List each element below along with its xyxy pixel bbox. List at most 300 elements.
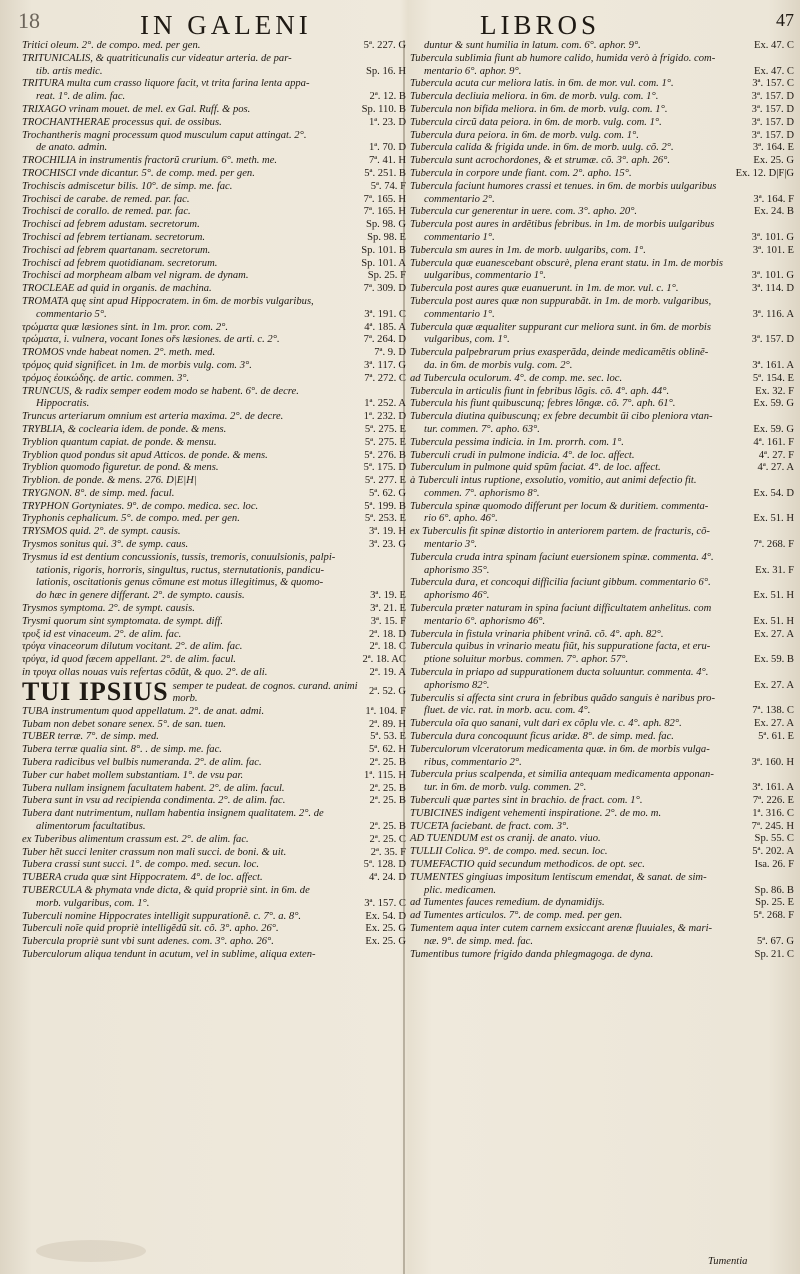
- index-reference: 7ª. 9. D: [374, 347, 406, 359]
- index-entry: [410, 475, 794, 501]
- index-reference: 3ª. 160. H: [751, 756, 794, 768]
- index-entry-text: Trochisci ad febrem tertianam. secretorum.: [22, 231, 206, 243]
- index-entry: [410, 78, 794, 91]
- index-entry-text: TROMOS vnde habeat nomen. 2°. meth. med.: [22, 347, 216, 359]
- index-entry: [22, 501, 406, 514]
- index-entry: [410, 821, 794, 834]
- index-reference: Ex. 24. B: [753, 206, 794, 218]
- index-reference: Ex. 25. G: [365, 936, 406, 948]
- index-entry-text: Tubercula in priapo ad suppurationem ducta soluuntur. commenta. 4°.: [410, 667, 709, 679]
- index-reference: 7ª. 268. F: [753, 539, 794, 551]
- index-reference: Ex. 32. F: [755, 385, 794, 397]
- index-entry-continuation-line: [22, 590, 406, 603]
- index-reference: 1ª. 232. D: [363, 411, 406, 423]
- index-reference: 2ª. 25. B: [369, 782, 406, 794]
- index-entry-text: τρύγα, id quod fæcem appellant. 2°. de alim. facul.: [22, 654, 236, 666]
- index-entry-text: Tubercula his fiunt quibuscunq; febres lõngæ. cõ. 7°. aph. 61°.: [410, 398, 676, 410]
- index-entry-continuation: uulgaribus, commentario 1°.: [424, 270, 546, 282]
- index-entry: [410, 155, 794, 168]
- index-entry-text: Trochisci ad febrem quotidianam. secretorum.: [22, 257, 218, 269]
- index-reference: 7ª. 138. C: [752, 705, 794, 717]
- index-reference: 7ª. 309. D: [363, 283, 406, 295]
- index-reference: 5ª. 53. E: [370, 731, 406, 743]
- index-entry-text: Tubercula pessima indicia. in 1m. prorrh. com. 1°.: [410, 436, 624, 448]
- index-entry: [22, 770, 406, 783]
- index-entry-text: ex Tuberculis fit spinæ distortio in anteriorem partem. de fracturis, cõ-: [410, 526, 710, 538]
- index-reference: 2ª. 25. B: [369, 795, 406, 807]
- index-entry-continuation: commen. 7°. aphorismo 8°.: [424, 487, 540, 499]
- index-entry-text: Trysmi quorum sint symptomata. de sympt. diff.: [22, 615, 223, 627]
- index-entry-text: τρώματα, i. vulnera, vocant Iones ořs læsiones. de arti. c. 2°.: [22, 334, 280, 346]
- index-entry-text: ad Tubercula oculorum. 4°. de comp. me. sec. loc.: [410, 372, 623, 384]
- index-entry-continuation-line: [410, 488, 794, 501]
- header-left-title: IN GALENI: [140, 10, 312, 40]
- index-entry: [410, 897, 794, 910]
- index-reference: 5ª. 277. E: [364, 475, 406, 487]
- index-entry: [22, 411, 406, 424]
- index-entry-text: TUBICINES indigent vehementi inspiratione. 2°. de mo. m.: [410, 807, 662, 819]
- index-entry: [22, 424, 406, 437]
- index-entry: [410, 769, 794, 795]
- index-entry-continuation: tur. in 6m. de morb. vulg. commen. 2°.: [424, 782, 587, 794]
- index-entry: [22, 949, 406, 962]
- index-entry-text: Tryblion quantum capiat. de ponde. & mensu.: [22, 436, 217, 448]
- index-entry-text: TULLII Colica. 9°. de compo. med. secun. loc.: [410, 846, 608, 858]
- index-entry: [22, 719, 406, 732]
- index-entry: [410, 117, 794, 130]
- index-reference: 3ª. 164. F: [753, 193, 794, 205]
- index-reference: 7ª. 41. H: [368, 155, 406, 167]
- index-entry: [410, 373, 794, 386]
- index-entry-continuation-line: [410, 360, 794, 373]
- index-entry: [410, 693, 794, 719]
- index-entry-text: Tritici oleum. 2°. de compo. med. per gen.: [22, 40, 201, 51]
- index-entry: [410, 629, 794, 642]
- index-entry-continuation: Hippocratis.: [36, 398, 90, 410]
- index-entry: [410, 526, 794, 552]
- index-reference: Isa. 26. F: [754, 859, 794, 870]
- index-entry: [22, 795, 406, 808]
- index-entry: [22, 744, 406, 757]
- index-entry: [410, 347, 794, 373]
- left-column: [22, 40, 406, 962]
- index-entry-text: Tubercula sublimia fiunt ab humore calido, humida verò à frigido. com-: [410, 52, 716, 64]
- index-entry: [410, 859, 794, 872]
- index-entry-text: Tuberculi quæ partes sint in brachio. de fract. com. 1°.: [410, 795, 643, 807]
- index-reference: 1ª. 316. C: [752, 807, 794, 819]
- index-entry-text: Tuberculorum aliqua tendunt in acutum, vel in sublime, aliqua exten-: [22, 948, 316, 960]
- index-entry-continuation-line: [22, 91, 406, 104]
- index-entry-text: Tubercula præter naturam in spina faciunt difficultatem anhelitus. com: [410, 603, 712, 615]
- index-entry-continuation: tationis, rigoris, horroris, singultus, ructus, sternutationis, pandicu-: [36, 564, 325, 576]
- index-entry: [22, 552, 406, 603]
- index-entry: [22, 923, 406, 936]
- index-entry: [22, 78, 406, 104]
- index-entry-text: Tubercula in fistula vrinaria phibent vrinã. cõ. 4°. aph. 82°.: [410, 628, 664, 640]
- index-reference: 5ª. 275. E: [364, 436, 406, 448]
- index-reference: Sp. 25. E: [755, 897, 794, 909]
- index-entry-text: Truncus arteriarum omnium est arteria maxima. 2°. de decre.: [22, 411, 284, 423]
- index-entry-continuation: commentario 1°.: [424, 308, 495, 320]
- index-entry-continuation: da. in 6m. de morbis vulg. com. 2°.: [424, 359, 573, 371]
- index-entry: [22, 808, 406, 834]
- index-entry: [410, 398, 794, 411]
- index-entry-continuation: mentario 6°. aphor. 9°.: [424, 65, 522, 77]
- index-entry-text: Tuberculi noĩe quid propriè intelligẽdũ sit. cõ. 3°. apho. 26°.: [22, 923, 279, 935]
- index-reference: 7ª. 165. H: [363, 193, 406, 205]
- index-reference: Ex. 51. H: [753, 615, 794, 627]
- index-entry-text: Tryblion. de ponde. & mens. 276. D|E|H|: [22, 475, 197, 487]
- index-entry-continuation: alimentorum facultatibus.: [36, 821, 146, 833]
- index-entry-text: Trochisci de carabe. de remed. par. fac.: [22, 193, 190, 205]
- index-reference: 7ª. 272. C: [364, 372, 406, 384]
- index-reference: 5ª. 227. G: [363, 40, 406, 51]
- index-reference: 4ª. 24. D: [368, 872, 406, 884]
- index-entry-text: Trysmus id est dentium concussionis, tussis, tremoris, conuulsionis, palpi-: [22, 551, 336, 563]
- index-entry: [22, 296, 406, 322]
- index-reference: 2ª. 18. D: [368, 628, 406, 640]
- index-entry: [410, 872, 794, 898]
- index-entry-text: TRYBLIA, & coclearia idem. de ponde. & mens.: [22, 423, 227, 435]
- index-reference: 7ª. 245. H: [751, 820, 794, 832]
- index-reference: 3ª. 157. D: [751, 91, 794, 103]
- index-entry-text: Tuberculum in pulmone quid spũm faciat. 4°. de loc. affect.: [410, 462, 661, 474]
- index-reference: 7ª. 226. E: [752, 795, 794, 807]
- index-entry: [410, 91, 794, 104]
- index-reference: 5ª. 199. B: [364, 500, 406, 512]
- index-reference: 3ª. 101. G: [751, 231, 794, 243]
- index-reference: 5ª. 62. H: [368, 744, 406, 756]
- index-entry-continuation-line: [410, 270, 794, 283]
- index-entry-text: Tubercula cur generentur in uere. com. 3°. apho. 20°.: [410, 206, 638, 218]
- index-entry-continuation-line: [410, 705, 794, 718]
- index-entry: [410, 411, 794, 437]
- index-reference: 3ª. 15. F: [370, 615, 406, 627]
- index-reference: 1ª. 70. D: [368, 142, 406, 154]
- index-reference: 3ª. 161. A: [752, 359, 794, 371]
- index-entry-text: duntur & sunt humilia in latum. com. 6°. aphor. 9°.: [424, 40, 641, 51]
- index-entry-text: TUBERCULA & phymata vnde dicta, & quid propriè sint. in 6m. de: [22, 885, 310, 896]
- index-entry: [22, 322, 406, 335]
- index-entry-text: Tubercula cruda intra spinam faciunt euersionem spinæ. commenta. 4°.: [410, 551, 714, 563]
- index-entry-text: TRYGNON. 8°. de simp. med. facul.: [22, 487, 175, 499]
- index-reference: 5ª. 253. E: [364, 513, 406, 525]
- index-entry-text: Tuberculorum vlceratorum medicamenta quæ. in 6m. de morbis vulga-: [410, 743, 710, 755]
- index-entry-text: Tubercula calida & frigida unde. in 6m. de morb. uulg. cõ. 2°.: [410, 142, 674, 154]
- index-entry: [22, 603, 406, 616]
- index-reference: 2ª. 25. C: [369, 833, 406, 845]
- catchword: Tumentia: [708, 1256, 748, 1267]
- index-entry: [22, 258, 406, 271]
- index-entry-continuation: commentario 2°.: [424, 193, 495, 205]
- index-entry: [22, 437, 406, 450]
- index-reference: Ex. 25. G: [753, 155, 794, 167]
- index-entry-text: TUBERA cruda quæ sint Hippocratem. 4°. de loc. affect.: [22, 872, 263, 884]
- index-entry-continuation-line: [410, 782, 794, 795]
- index-entry: [22, 936, 406, 949]
- index-entry-text: Tuberculi crudi in pulmone indicia. 4°. de loc. affect.: [410, 449, 635, 461]
- index-heading-entry: [22, 677, 406, 707]
- index-entry: [410, 219, 794, 245]
- index-entry-text: TROCHISCI vnde dicantur. 5°. de comp. med. per gen.: [22, 167, 255, 179]
- index-reference: 5ª. 74. F: [370, 180, 406, 192]
- index-entry: [22, 539, 406, 552]
- index-entry-text: Tubercula dura concoquunt ficus aridæ. 8°. de simp. med. fac.: [410, 731, 674, 743]
- index-reference: Sp. 98. G: [365, 219, 406, 231]
- index-reference: 3ª. 157. D: [751, 334, 794, 346]
- index-entry-continuation-line: [410, 616, 794, 629]
- index-reference: 3ª. 157. D: [751, 103, 794, 115]
- index-entry: [22, 360, 406, 373]
- index-reference: 3ª. 157. D: [751, 116, 794, 128]
- index-entry: [22, 641, 406, 654]
- index-entry-text: Tubercula post aures quæ euanuerunt. in 1m. de mor. vul. c. 1°.: [410, 283, 679, 295]
- index-reference: 4ª. 27. A: [757, 462, 794, 474]
- index-entry-text: Tubercula non bifida meliora. in 6m. de morb. vulg. com. 1°.: [410, 103, 668, 115]
- index-entry: [22, 53, 406, 79]
- index-reference: Ex. 47. C: [753, 65, 794, 77]
- index-entry-continuation-line: [410, 654, 794, 667]
- index-entry-text: Tubera sunt in vsu ad recipienda condimenta. 2°. de alim. fac.: [22, 795, 286, 807]
- index-entry-continuation-line: [22, 142, 406, 155]
- index-entry: [410, 168, 794, 181]
- index-entry-continuation: aphorismo 46°.: [424, 590, 490, 602]
- index-entry-text: TROCHILIA in instrumentis fractorũ crurium. 6°. meth. me.: [22, 155, 278, 167]
- index-reference: Sp. 98. E: [367, 231, 406, 243]
- index-entry-text: TROMATA quę sint apud Hippocratem. in 6m. de morbis vulgaribus,: [22, 295, 314, 307]
- index-entry-text: Tubercula circũ data peiora. in 6m. de morb. vulg. com. 1°.: [410, 116, 662, 128]
- index-entry-continuation: mentario 3°.: [424, 539, 478, 551]
- index-entry: [410, 53, 794, 79]
- index-entry: [22, 155, 406, 168]
- index-reference: Ex. 59. B: [753, 654, 794, 666]
- index-entry-text: TUBA instrumentum quod appellatum. 2°. de anat. admi.: [22, 705, 265, 717]
- index-entry-text: Tubercula prius scalpenda, et similia antequam medicamenta apponan-: [410, 769, 714, 781]
- index-entry: [22, 206, 406, 219]
- index-entry-continuation-line: [410, 757, 794, 770]
- index-entry: [22, 654, 406, 667]
- index-entry-continuation: aphorismo 82°.: [424, 679, 490, 691]
- index-entry-continuation: reat. 1°. de alim. fac.: [36, 91, 126, 103]
- index-entry: [22, 373, 406, 386]
- index-entry-text: Tubercula sm aures in 1m. de morb. uulgaribs, com. 1°.: [410, 244, 646, 256]
- index-reference: 2ª. 18. C: [369, 641, 406, 653]
- index-reference: Sp. 55. C: [754, 833, 794, 845]
- index-reference: 3ª. 23. G: [368, 539, 406, 551]
- index-entry: [410, 603, 794, 629]
- index-entry-continuation: vulgaribus, com. 1°.: [424, 334, 510, 346]
- index-entry: [22, 40, 406, 53]
- index-entry: [22, 334, 406, 347]
- index-entry: [22, 834, 406, 847]
- index-entry: [22, 488, 406, 501]
- index-reference: 3ª. 19. E: [370, 590, 406, 602]
- index-reference: 5ª. 251. B: [364, 167, 406, 179]
- index-reference: 3ª. 114. D: [752, 283, 794, 295]
- index-entry-text: ad Tumentes fauces remedium. de dynamidijs.: [410, 897, 605, 909]
- index-reference: Sp. 86. B: [754, 884, 794, 896]
- index-entry-text: τρυξ id est vinaceum. 2°. de alim. fac.: [22, 628, 182, 640]
- index-entry-continuation-line: [410, 309, 794, 322]
- index-entry-continuation-line: [410, 565, 794, 578]
- index-entry-text: Trochisci de corallo. de remed. par. fac.: [22, 206, 191, 218]
- index-reference: Ex. 51. H: [753, 590, 794, 602]
- index-entry-text: Tubercula palpebrarum prius exasperãda, deinde medicamẽtis oblinẽ-: [410, 347, 709, 359]
- index-entry-continuation: mentario 6°. aphorismo 46°.: [424, 615, 546, 627]
- index-entry-text: Tubercula dura, et concoqui difficilia faciunt gibbum. commentario 6°.: [410, 577, 711, 589]
- index-reference: 3ª. 164. E: [752, 142, 794, 154]
- index-reference: 5ª. 61. E: [758, 731, 794, 743]
- index-entry-text: TRYPHON Gortyniates. 9°. de compo. medica. sec. loc.: [22, 500, 259, 512]
- index-entry-text: TRYSMOS quid. 2°. de sympt. causis.: [22, 526, 181, 538]
- index-entry-continuation: ribus, commentario 2°.: [424, 756, 522, 768]
- index-entry-text: TUBER terræ. 7°. de simp. med.: [22, 731, 159, 743]
- index-reference: Ex. 54. D: [365, 910, 406, 922]
- index-reference: Ex. 27. A: [753, 718, 794, 730]
- index-entry: [410, 40, 794, 53]
- index-entry: [410, 142, 794, 155]
- index-entry-text: Trysmos symptoma. 2°. de sympt. causis.: [22, 603, 195, 615]
- index-reference: 4ª. 27. F: [758, 449, 794, 461]
- index-entry-continuation: aphorismo 35°.: [424, 564, 490, 576]
- index-reference: 3ª. 101. G: [751, 270, 794, 282]
- index-entry-text: ad Tumentes articulos. 7°. de comp. med. per gen.: [410, 910, 623, 922]
- index-entry-text: τρόμος quid significet. in 1m. de morbis vulg. com. 3°.: [22, 359, 252, 371]
- index-reference: 5ª. 62. G: [368, 487, 406, 499]
- index-entry-text: Tubercula in corpore unde fiant. com. 2°. apho. 15°.: [410, 167, 632, 179]
- index-entry-text: in τρυγα ollas nouas vuis refertas cõdũt, & quo. 2°. de ali.: [22, 667, 268, 679]
- index-reference: Ex. 31. F: [755, 564, 794, 576]
- index-entry: [410, 501, 794, 527]
- index-heading-word: TUI IPSIUS: [22, 677, 169, 707]
- index-reference: 5ª. 67. G: [756, 935, 794, 947]
- index-reference: 3ª. 19. H: [368, 526, 406, 538]
- index-entry-text: TROCHANTHERAE processus qui. de ossibus.: [22, 116, 222, 128]
- index-entry: [410, 667, 794, 693]
- index-entry: [22, 245, 406, 258]
- index-entry-continuation: fluet. de vic. rat. in morb. acu. com. 4°.: [424, 705, 591, 717]
- index-entry: [22, 283, 406, 296]
- index-entry-text: Trochisci ad febrem quartanam. secretorum.: [22, 244, 211, 256]
- index-entry: [410, 731, 794, 744]
- index-reference: 5ª. 128. D: [363, 859, 406, 871]
- index-reference: 1ª. 23. D: [368, 116, 406, 128]
- index-reference: 3ª. 116. A: [752, 308, 794, 320]
- index-entry-text: Tryblion quod pondus sit apud Atticos. de ponde. & mens.: [22, 449, 268, 461]
- index-entry-text: Tuberculis si affecta sint crura in febribus quãdo sanguis è naribus pro-: [410, 692, 715, 704]
- index-entry: [22, 347, 406, 360]
- index-entry-text: Tubercula sunt acrochordones, & et strumæ. cõ. 3°. aph. 26°.: [410, 155, 671, 167]
- index-entry: [410, 462, 794, 475]
- index-entry: [22, 616, 406, 629]
- index-entry: [410, 577, 794, 603]
- index-entry: [410, 808, 794, 821]
- index-entry-continuation-line: [410, 334, 794, 347]
- index-entry-continuation: tur. commen. 7°. apho. 63°.: [424, 423, 540, 435]
- index-entry-text: Tuber cur habet mollem substantiam. 1°. de vsu par.: [22, 769, 244, 781]
- index-entry-text: τρώματα quæ læsiones sint. in 1m. pror. com. 2°.: [22, 321, 229, 333]
- index-entry-text: TUCETA faciebant. de fract. com. 3°.: [410, 820, 569, 832]
- index-entry: [22, 847, 406, 860]
- index-reference: Sp. 25. F: [367, 270, 406, 282]
- index-entry: [410, 386, 794, 399]
- index-entry-text: TUMENTES gingiuas impositum lentiscum emendat, & sanat. de sim-: [410, 871, 707, 883]
- index-reference: 2ª. 89. H: [368, 718, 406, 730]
- index-entry: [410, 258, 794, 284]
- header-right-title: LIBROS: [480, 10, 601, 40]
- index-entry-continuation-line: [410, 232, 794, 245]
- index-entry-continuation-line: [410, 194, 794, 207]
- index-reference: Ex. 59. G: [753, 423, 794, 435]
- index-reference: 5ª. 202. A: [752, 846, 794, 858]
- index-entry-text: Tubercula post aures quæ non suppurabãt. in 1m. de morb. vulgaribus,: [410, 295, 712, 307]
- index-entry-continuation-line: [410, 424, 794, 437]
- index-reference: 3ª. 191. C: [364, 308, 406, 320]
- index-entry-text: Tubercula faciunt humores crassi et tenues. in 6m. de morbis uulgaribus: [410, 180, 717, 192]
- index-entry-text: ex Tuberibus alimentum crassum est. 2°. de alim. fac.: [22, 833, 249, 845]
- index-entry: [410, 104, 794, 117]
- index-reference: 4ª. 161. F: [753, 436, 794, 448]
- index-entry-continuation-line: [22, 398, 406, 411]
- index-entry: [410, 130, 794, 143]
- index-entry-text: Tumentibus tumore frigido danda phlegmagoga. de dyna.: [410, 948, 654, 960]
- index-entry-text: Tubercula decliuia meliora. in 6m. de morb. vulg. com. 1°.: [410, 91, 659, 103]
- index-entry-text: Tubera nullam insignem facultatem habent. 2°. de alim. facul.: [22, 782, 285, 794]
- index-entry-text: TRITURA multa cum crasso liquore facit, vt trita farina lenta appa-: [22, 78, 310, 90]
- index-entry: [410, 833, 794, 846]
- index-reference: 5ª. 175. D: [363, 462, 406, 474]
- index-entry-continuation: næ. 9°. de simp. med. fac.: [424, 935, 533, 947]
- index-entry: [22, 219, 406, 232]
- index-entry-text: à Tuberculi intus ruptione, exsolutio, vomitio, aut animi defectio fit.: [410, 475, 697, 487]
- page-number: 18: [18, 8, 40, 33]
- index-entry-continuation: ptione soluitur morbus. commen. 7°. aphor. 57°.: [424, 654, 629, 666]
- index-entry-text: Trochiscis admiscetur bilis. 10°. de simp. me. fac.: [22, 180, 233, 192]
- index-entry-continuation-line: [410, 885, 794, 898]
- right-column: [410, 40, 794, 961]
- index-entry: [22, 104, 406, 117]
- index-reference: Ex. 25. G: [365, 923, 406, 935]
- index-entry: [22, 194, 406, 207]
- index-entry-continuation-line: [410, 539, 794, 552]
- index-entry-text: Tubercula diutina quibuscunq; ex febre decumbit ũi cibo pleniora vtan-: [410, 411, 713, 423]
- index-entry-text: TUMEFACTIO quid secundum methodicos. de opt. sec.: [410, 859, 645, 870]
- index-reference: 3ª. 157. C: [752, 78, 794, 90]
- index-entry-text: Trysmos sonitus qui. 3°. de symp. caus.: [22, 539, 189, 551]
- index-entry: [22, 386, 406, 412]
- index-entry: [22, 130, 406, 156]
- index-entry-text: Trochisci ad morpheam albam vel nigram. de dynam.: [22, 270, 249, 282]
- index-entry-continuation-line: [22, 309, 406, 322]
- index-entry-text: Tubercula in articulis fiunt in febribus lõgis. cõ. 4°. aph. 44°.: [410, 385, 670, 397]
- index-reference: 7ª. 264. D: [363, 334, 406, 346]
- index-entry-text: Tumentem aqua inter cutem carnem exsiccant arenæ fluuiales, & mari-: [410, 922, 713, 934]
- index-entry: [22, 911, 406, 924]
- index-entry-text: Tubera terræ qualia sint. 8°. . de simp. me. fac.: [22, 744, 222, 756]
- index-entry-text: TROCLEAE ad quid in organis. de machina.: [22, 283, 212, 295]
- index-entry-text: Tubercula quæ æqualiter suppurant cur meliora sunt. in 6m. de morbis: [410, 321, 711, 333]
- index-reference: 5ª. 154. E: [752, 372, 794, 384]
- index-reference: 2ª. 18. AC: [362, 654, 406, 666]
- ink-stain: [36, 1240, 146, 1262]
- index-entry: [410, 641, 794, 667]
- index-entry-text: Trochantheris magni processum quod musculum caput attingat. 2°.: [22, 129, 307, 141]
- index-entry: [22, 757, 406, 770]
- index-heading-text: semper te pudeat. de cognos. curand. animi morb.: [172, 680, 358, 704]
- index-reference: Sp. 101. B: [361, 244, 406, 256]
- index-reference: 3ª. 21. E: [370, 603, 406, 615]
- index-reference: 5ª. 268. F: [753, 910, 794, 922]
